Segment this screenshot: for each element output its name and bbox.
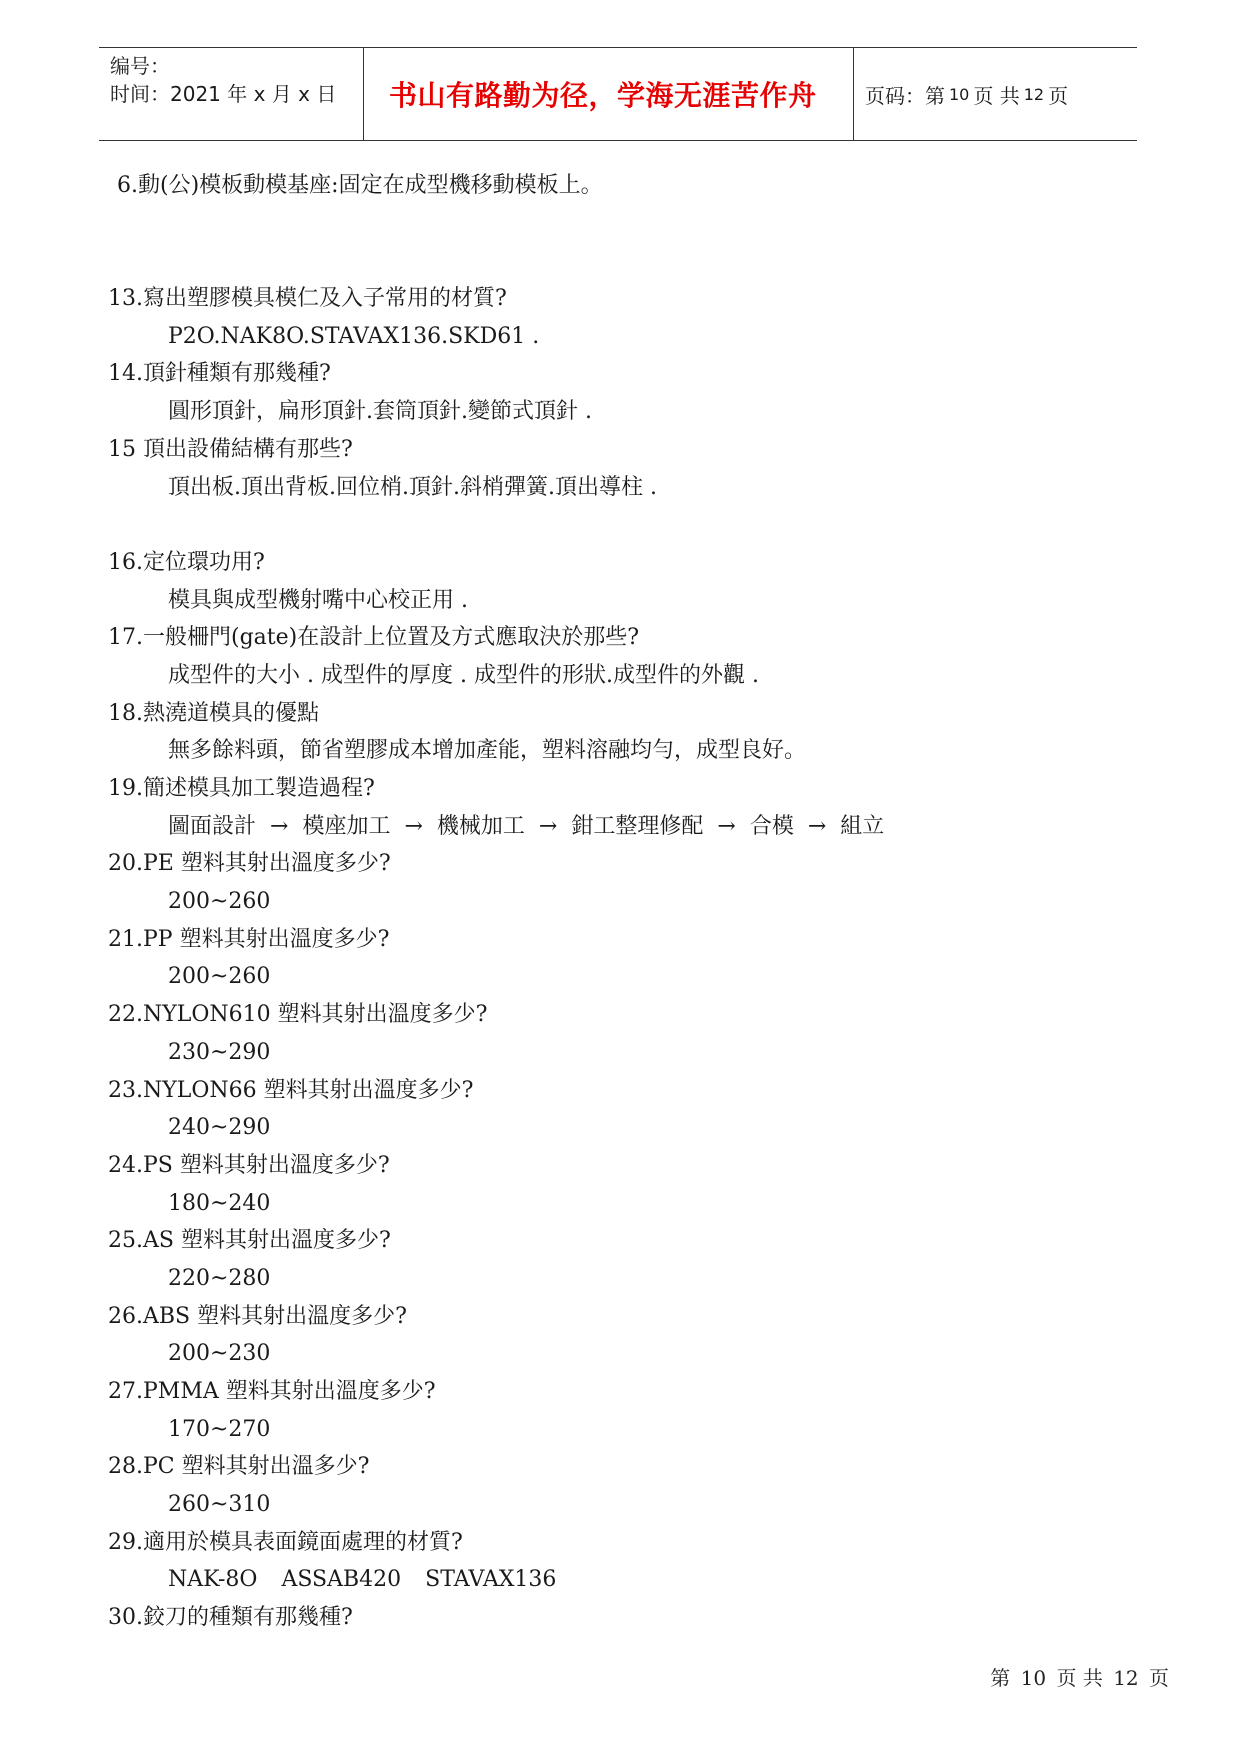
answer-14: 圓形頂針，扁形頂針.套筒頂針.變節式頂針 .	[168, 399, 592, 425]
header-meta	[99, 48, 364, 140]
question-15: 15 頂出設備結構有那些?	[108, 436, 353, 462]
question-30: 30.鉸刀的種類有那幾種?	[108, 1605, 353, 1631]
answer-29	[108, 1561, 1108, 1599]
footer-mid: 页 共	[1056, 1666, 1103, 1690]
page-footer	[986, 1662, 1169, 1691]
header-page-number	[854, 48, 1137, 140]
question-19: 19.簡述模具加工製造過程?	[108, 776, 375, 802]
blank-space	[108, 506, 1108, 544]
answer-15: 頂出板.頂出背板.回位梢.頂針.斜梢彈簧.頂出導柱 .	[168, 474, 657, 500]
answer-22: 230~290	[168, 1039, 271, 1065]
page-mid: 页 共	[973, 83, 1020, 108]
question-18: 18.熱澆道模具的優點	[108, 700, 319, 726]
answer-19-process-flow	[108, 808, 1108, 846]
question-21: 21.PP 塑料其射出溫度多少?	[108, 926, 390, 952]
answer-26: 200~230	[168, 1341, 271, 1367]
motto-text: 书山有路勤为径，学海无涯苦作舟	[389, 79, 817, 112]
answer-28: 260~310	[168, 1492, 271, 1518]
question-16: 16.定位環功用?	[108, 549, 265, 575]
question-13: 13.寫出塑膠模具模仁及入子常用的材質?	[108, 286, 507, 312]
question-26: 26.ABS 塑料其射出溫度多少?	[108, 1303, 407, 1329]
footer-prefix: 第	[990, 1666, 1011, 1690]
answer-27: 170~270	[168, 1416, 271, 1442]
question-23: 23.NYLON66 塑料其射出溫度多少?	[108, 1077, 474, 1103]
time-label: 时间：2021 年 x 月 x 日	[110, 82, 337, 106]
flow-step: 機械加工	[436, 813, 525, 839]
page-total: 12	[1023, 84, 1045, 104]
question-25: 25.AS 塑料其射出溫度多少?	[108, 1228, 391, 1254]
answer-16: 模具與成型機射嘴中心校正用 .	[168, 587, 468, 613]
question-29: 29.適用於模具表面鏡面處理的材質?	[108, 1529, 463, 1555]
blank-space	[108, 205, 1108, 280]
page-current: 10	[949, 84, 970, 104]
answer-23: 240~290	[168, 1115, 271, 1141]
page-prefix: 页码：第	[865, 83, 945, 108]
footer-current: 10	[1020, 1666, 1047, 1690]
arrow-right-icon: →	[717, 813, 736, 839]
arrow-right-icon: →	[807, 813, 827, 839]
answer-24: 180~240	[168, 1190, 271, 1216]
page-suffix: 页	[1048, 83, 1069, 108]
question-14: 14.頂針種類有那幾種?	[108, 361, 331, 387]
material-item: NAK-8O	[168, 1567, 258, 1593]
page-header	[99, 47, 1137, 141]
material-item: ASSAB420	[281, 1567, 402, 1593]
answer-18: 無多餘料頭，節省塑膠成本增加產能，塑料溶融均勻，成型良好。	[168, 738, 807, 764]
question-6: 6.動(公)模板動模基座:固定在成型機移動模板上。	[117, 173, 603, 198]
header-motto-cell	[364, 48, 854, 140]
flow-step: 鉗工整理修配	[571, 813, 704, 839]
flow-step: 合模	[749, 813, 794, 839]
answer-20: 200~260	[168, 889, 271, 915]
flow-step: 圖面設計	[168, 813, 257, 839]
answer-21: 200~260	[168, 964, 271, 990]
question-17: 17.一般柵門(gate)在設計上位置及方式應取決於那些?	[108, 625, 640, 651]
answer-25: 220~280	[168, 1265, 271, 1291]
question-24: 24.PS 塑料其射出溫度多少?	[108, 1152, 390, 1178]
answer-17: 成型件的大小 . 成型件的厚度 . 成型件的形狀.成型件的外觀 .	[168, 662, 759, 688]
arrow-right-icon: →	[538, 813, 558, 839]
footer-total: 12	[1113, 1666, 1139, 1690]
document-body	[108, 167, 1108, 1637]
number-label: 编号：	[110, 54, 170, 78]
flow-step: 模座加工	[302, 813, 391, 839]
answer-13: P2O.NAK8O.STAVAX136.SKD61 .	[168, 323, 540, 349]
flow-step: 組立	[840, 813, 885, 839]
question-22: 22.NYLON610 塑料其射出溫度多少?	[108, 1002, 488, 1028]
arrow-right-icon: →	[270, 813, 289, 839]
question-27: 27.PMMA 塑料其射出溫度多少?	[108, 1379, 436, 1405]
material-item: STAVAX136	[425, 1567, 557, 1593]
question-20: 20.PE 塑料其射出溫度多少?	[108, 851, 391, 877]
question-28: 28.PC 塑料其射出溫多少?	[108, 1454, 370, 1480]
arrow-right-icon: →	[404, 813, 423, 839]
footer-suffix: 页	[1149, 1666, 1169, 1690]
